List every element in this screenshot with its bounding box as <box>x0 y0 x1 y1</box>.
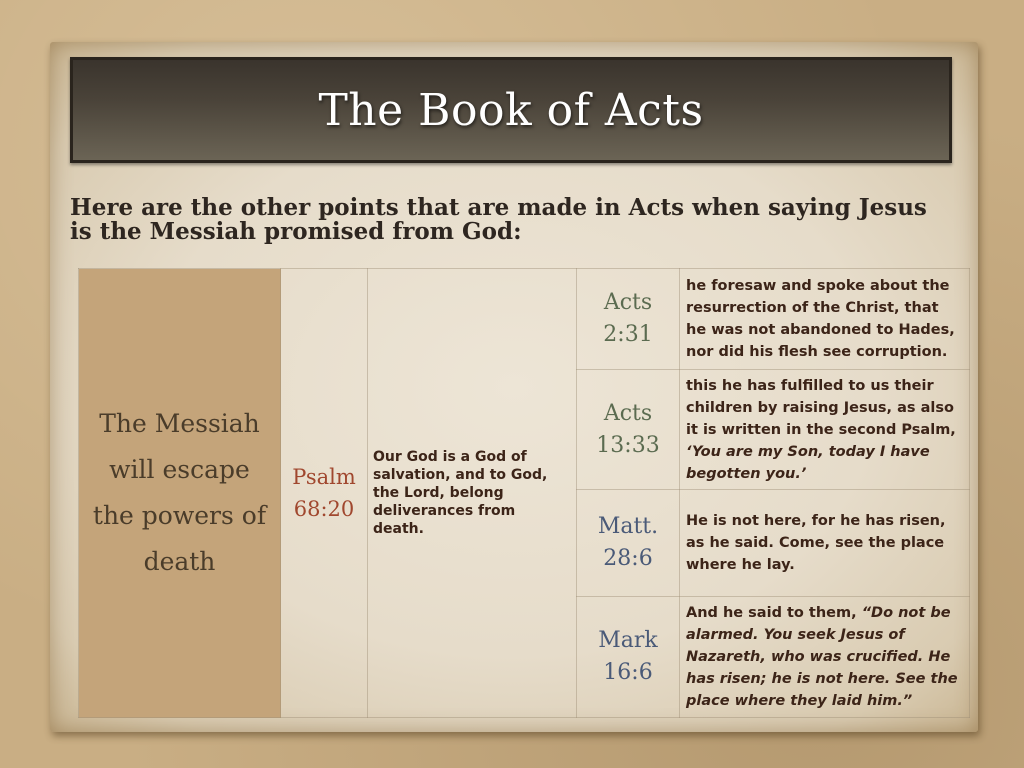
table-row <box>79 269 970 370</box>
psalm-text-cell <box>368 269 577 718</box>
ref-text-cell <box>680 269 970 370</box>
slide-title: The Book of Acts <box>318 84 704 136</box>
ref-text: He is not here, for he has risen, as he said. Come, see the place where he lay. <box>686 513 946 573</box>
claim-cell: The Messiah will escape the powers of death <box>79 269 281 718</box>
psalm-ref: Psalm 68:20 <box>292 465 356 521</box>
ref-text: this he has fulfilled to us their children by raising Jesus, as also it is written in the second Psalm, <box>686 377 956 438</box>
intro-text: Here are the other points that are made in Acts when saying Jesus is the Messiah promised from God: <box>70 194 927 245</box>
ref-cell <box>577 490 680 597</box>
psalm-ref-cell <box>281 269 368 718</box>
psalm-text: Our God is a God of salvation, and to God, the Lord, belong deliverances from death. <box>373 449 548 537</box>
ref-label: Mark 16:6 <box>598 628 658 685</box>
title-banner <box>70 57 952 163</box>
ref-text-cell <box>680 597 970 718</box>
scripture-table <box>78 268 970 718</box>
ref-label: Acts 2:31 <box>603 290 653 347</box>
ref-quote: ‘You are my Son, today I have begotten you.’ <box>686 443 930 482</box>
ref-cell <box>577 597 680 718</box>
ref-quote: “Do not be alarmed. You seek Jesus of Nazareth, who was crucified. He has risen; he is not here. See the place where they laid him.” <box>686 605 958 709</box>
ref-label: Acts 13:33 <box>596 400 660 458</box>
ref-label: Matt. 28:6 <box>597 514 659 571</box>
ref-text: he foresaw and spoke about the resurrection of the Christ, that he was not abandoned to Hades, nor did his flesh see corruption. <box>686 278 955 360</box>
ref-text: And he said to them, <box>686 605 857 621</box>
ref-text-cell <box>680 490 970 597</box>
ref-cell <box>577 370 680 490</box>
ref-cell <box>577 269 680 370</box>
ref-text-cell <box>680 370 970 490</box>
